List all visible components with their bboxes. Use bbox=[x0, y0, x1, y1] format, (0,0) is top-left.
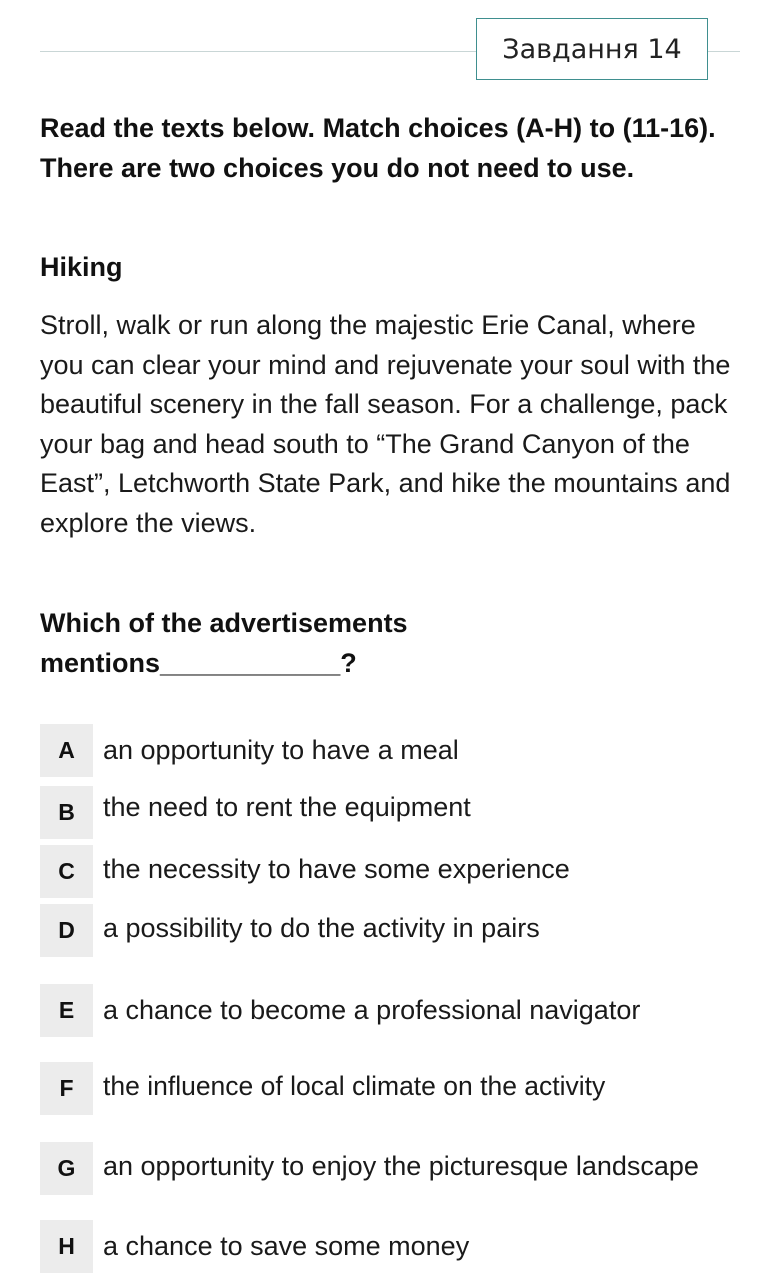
task-number-badge: Завдання 14 bbox=[476, 18, 708, 80]
choice-text: the necessity to have some experience bbox=[103, 853, 570, 884]
question-text: Which of the advertisements mentions____________? bbox=[40, 608, 408, 678]
choice-letter: B bbox=[40, 786, 93, 839]
choice-f[interactable] bbox=[40, 1062, 750, 1115]
instruction-text: Read the texts below. Match choices (A-H) to (11-16). There are two choices you do not need to use. bbox=[40, 113, 716, 183]
choice-b[interactable] bbox=[40, 786, 750, 839]
passage-text: Stroll, walk or run along the majestic Erie Canal, where you can clear your mind and rejuvenate your soul with the beautiful scenery in the fall season. For a challenge, pack your bag and head south to “The Grand Canyon of the East”, Letchworth State Park, and hike the mountains and explore the views. bbox=[40, 310, 731, 538]
section-title: Hiking bbox=[40, 252, 123, 282]
choice-letter: A bbox=[40, 724, 93, 777]
choice-d[interactable] bbox=[40, 904, 750, 957]
choice-letter: F bbox=[40, 1062, 93, 1115]
choice-text: an opportunity to have a meal bbox=[103, 734, 459, 765]
choice-text: a chance to save some money bbox=[103, 1230, 470, 1261]
choice-text: a chance to become a professional navigator bbox=[103, 995, 641, 1026]
choice-text: an opportunity to enjoy the picturesque landscape bbox=[103, 1151, 699, 1182]
choice-a[interactable] bbox=[40, 724, 750, 777]
choice-c[interactable] bbox=[40, 845, 750, 898]
choice-text: the influence of local climate on the activity bbox=[103, 1070, 606, 1101]
choice-text: a possibility to do the activity in pairs bbox=[103, 912, 540, 943]
choice-letter: H bbox=[40, 1220, 93, 1273]
choice-text: the need to rent the equipment bbox=[103, 791, 471, 822]
choice-letter: E bbox=[40, 984, 93, 1037]
choice-g[interactable] bbox=[40, 1128, 750, 1210]
choice-letter: G bbox=[40, 1142, 93, 1195]
choice-h[interactable] bbox=[40, 1220, 750, 1273]
choice-e[interactable] bbox=[40, 970, 750, 1052]
choice-letter: C bbox=[40, 845, 93, 898]
choice-letter: D bbox=[40, 904, 93, 957]
